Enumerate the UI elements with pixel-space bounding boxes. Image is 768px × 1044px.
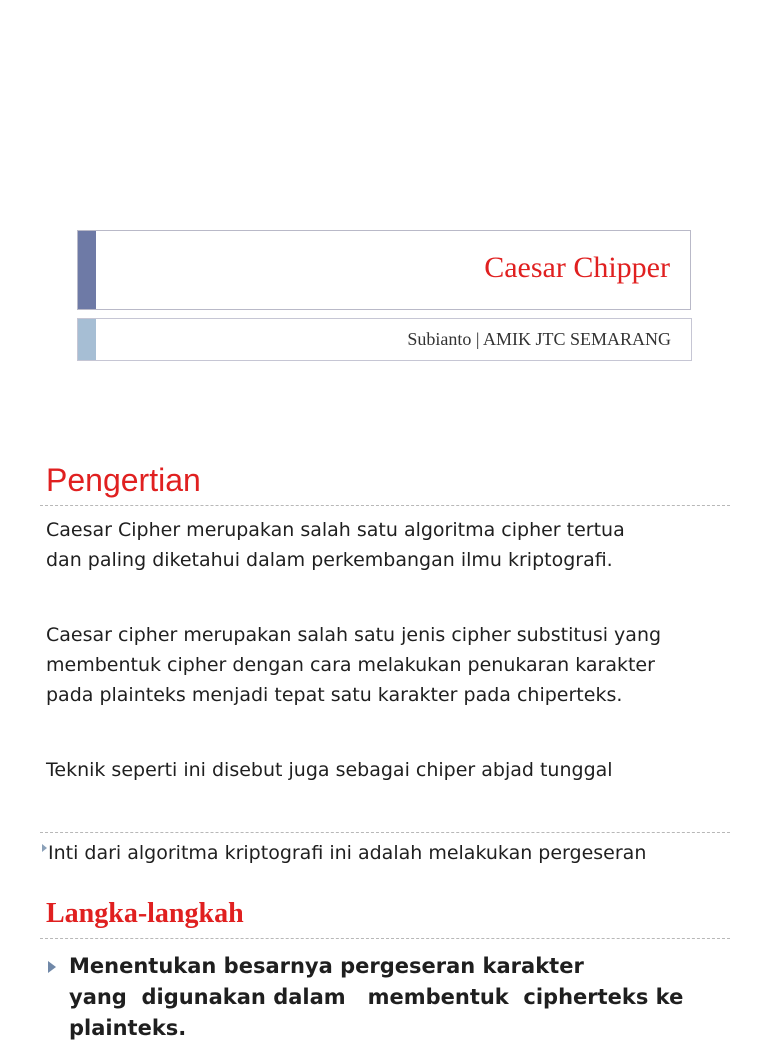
step-item xyxy=(48,951,683,1044)
subtitle-accent-bar xyxy=(78,319,96,360)
step-item-line-3: plainteks. xyxy=(69,1016,187,1040)
section-heading-pengertian: Pengertian xyxy=(46,462,201,498)
paragraph-2-line-2: membentuk cipher dengan cara melakukan penukaran karakter xyxy=(46,654,655,676)
heading2-divider xyxy=(40,938,730,939)
subtitle-box xyxy=(77,318,692,361)
heading-divider xyxy=(40,505,730,506)
title-box xyxy=(77,230,691,310)
paragraph-2 xyxy=(46,620,746,710)
paragraph-2-line-3: pada plainteks menjadi tepat satu karakter pada chiperteks. xyxy=(46,684,623,706)
paragraph-3-line-1: Teknik seperti ini disebut juga sebagai chiper abjad tunggal xyxy=(46,759,613,781)
paragraph-1 xyxy=(46,515,746,575)
step-item-line-2: yang digunakan dalam membentuk cipherteks ke xyxy=(69,985,684,1009)
title-accent-bar xyxy=(78,231,96,309)
bullet-item-text: Inti dari algoritma kriptografi ini adalah melakukan pergeseran xyxy=(48,842,647,864)
step-bullet-triangle-icon xyxy=(48,961,56,973)
bullet-triangle-icon xyxy=(42,844,47,852)
slide-subtitle: Subianto | AMIK JTC SEMARANG xyxy=(407,329,671,349)
paragraph-3 xyxy=(46,755,746,785)
bullet-divider xyxy=(40,832,730,833)
step-item-line-1: Menentukan besarnya pergeseran karakter xyxy=(69,954,584,978)
paragraph-1-line-1: Caesar Cipher merupakan salah satu algoritma cipher tertua xyxy=(46,519,625,541)
paragraph-2-line-1: Caesar cipher merupakan salah satu jenis cipher substitusi yang xyxy=(46,624,662,646)
section-heading-langkah: Langka-langkah xyxy=(46,898,244,929)
paragraph-1-line-2: dan paling diketahui dalam perkembangan ilmu kriptografi. xyxy=(46,549,613,571)
bullet-item xyxy=(42,838,646,868)
slide-title: Caesar Chipper xyxy=(484,251,670,284)
